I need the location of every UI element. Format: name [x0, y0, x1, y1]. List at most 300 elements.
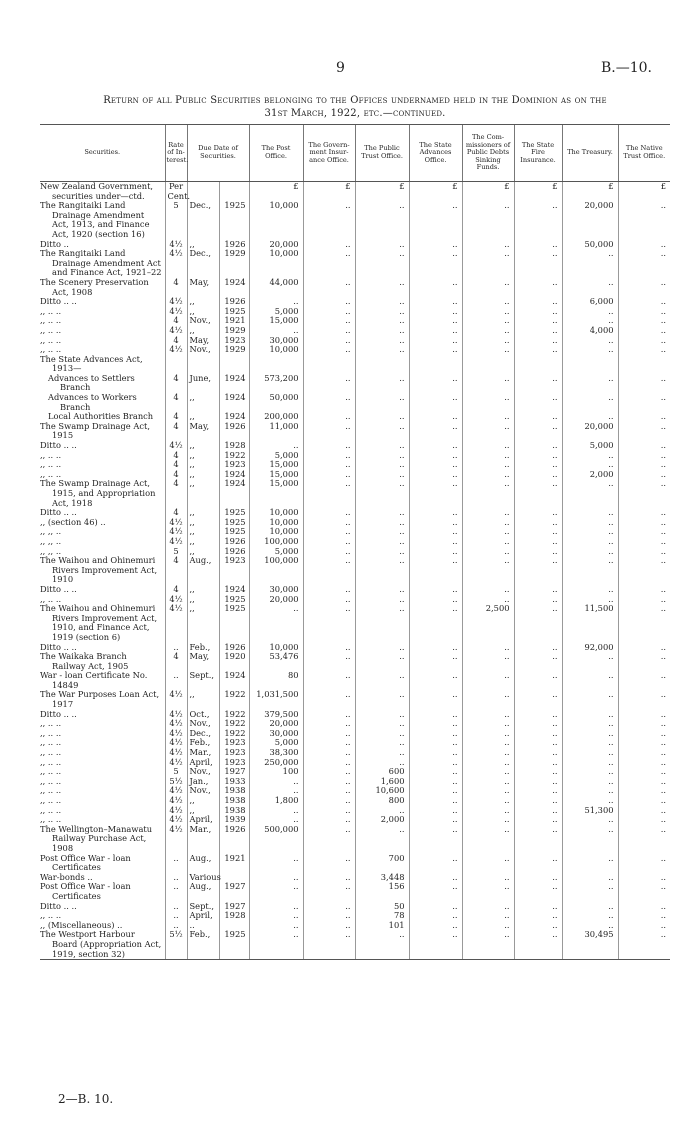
amount-cell: .. [303, 652, 355, 671]
amount-cell: .. [355, 460, 409, 470]
rate-cell: 4½ [165, 537, 187, 547]
amount-cell: .. [249, 873, 303, 883]
amount-cell: .. [303, 806, 355, 816]
amount-cell: 5,000 [249, 738, 303, 748]
amount-cell: .. [562, 537, 618, 547]
amount-cell: 600 [355, 767, 409, 777]
amount-cell: .. [618, 547, 670, 557]
amount-cell: .. [462, 902, 514, 912]
amount-cell: .. [462, 825, 514, 854]
rate-cell: 4½ [165, 719, 187, 729]
amount-cell: .. [355, 537, 409, 547]
amount-cell [514, 355, 562, 374]
amount-cell: .. [303, 902, 355, 912]
amount-cell: .. [514, 297, 562, 307]
security-name: The Swamp Drainage Act, 1915, and Appropriation Act, 1918 [40, 478, 156, 508]
table-row [40, 671, 670, 690]
due-month-cell: Mar., [187, 748, 219, 758]
amount-cell: .. [618, 854, 670, 873]
amount-cell: .. [462, 671, 514, 690]
amount-cell: .. [249, 815, 303, 825]
amount-cell: .. [462, 451, 514, 461]
amount-cell: .. [303, 316, 355, 326]
security-name: ,, .. .. [40, 449, 62, 460]
amount-cell: .. [618, 201, 670, 239]
amount-cell: .. [562, 595, 618, 605]
due-month-cell: May, [187, 422, 219, 441]
amount-cell: .. [409, 297, 462, 307]
amount-cell: .. [514, 422, 562, 441]
amount-cell: .. [562, 249, 618, 278]
amount-cell: 10,000 [249, 527, 303, 537]
table-row [40, 278, 670, 297]
rate-cell: 5½ [165, 777, 187, 787]
due-year-cell: 1926 [219, 547, 249, 557]
amount-cell: .. [618, 921, 670, 931]
amount-cell: .. [303, 671, 355, 690]
security-cell [40, 652, 165, 671]
security-name: The Rangitaiki Land Drainage Amendment Act, 1913, and Finance Act, 1920 (section 16) [40, 200, 150, 239]
amount-cell: .. [514, 806, 562, 816]
security-name: ,, .. .. [40, 727, 62, 738]
amount-cell: .. [303, 777, 355, 787]
amount-cell: 38,300 [249, 748, 303, 758]
rate-cell: 4½ [165, 786, 187, 796]
amount-cell: .. [462, 921, 514, 931]
due-year-cell: 1938 [219, 806, 249, 816]
rate-cell: 4½ [165, 297, 187, 307]
due-year-cell: 1921 [219, 854, 249, 873]
due-year-cell: 1925 [219, 307, 249, 317]
amount-cell: .. [514, 748, 562, 758]
amount-cell: 100,000 [249, 537, 303, 547]
due-month-cell: May, [187, 336, 219, 346]
due-year-cell: 1923 [219, 738, 249, 748]
amount-cell [249, 355, 303, 374]
amount-cell: .. [303, 307, 355, 317]
due-month-cell: Sept., [187, 902, 219, 912]
amount-cell: .. [303, 767, 355, 777]
security-cell [40, 882, 165, 901]
table-row [40, 719, 670, 729]
amount-cell: .. [409, 758, 462, 768]
due-month-cell: ,, [187, 796, 219, 806]
amount-cell: .. [462, 297, 514, 307]
amount-cell: 30,495 [562, 930, 618, 959]
amount-cell: .. [249, 902, 303, 912]
security-cell [40, 556, 165, 585]
amount-cell: .. [562, 854, 618, 873]
amount-cell: .. [618, 729, 670, 739]
security-name: Ditto .. [40, 238, 69, 249]
due-year-cell: 1924 [219, 671, 249, 690]
title-line-1: Return of all Public Securities belonging to the Offices undernamed held in the Dominion as on the [103, 95, 607, 106]
amount-cell: .. [462, 470, 514, 480]
due-year-cell: 1926 [219, 422, 249, 441]
due-year-cell: 1928 [219, 911, 249, 921]
security-name: Ditto .. .. [40, 583, 77, 594]
amount-cell: 800 [355, 796, 409, 806]
security-name: The Rangitaiki Land Drainage Amendment Act and Finance Act, 1921–22 [40, 248, 162, 278]
amount-cell: .. [409, 873, 462, 883]
rate-cell: 4½ [165, 240, 187, 250]
due-month-cell: ,, [187, 441, 219, 451]
amount-cell: .. [514, 547, 562, 557]
amount-cell: .. [303, 585, 355, 595]
rate-cell: 4½ [165, 738, 187, 748]
rate-cell: .. [165, 882, 187, 901]
table-row [40, 911, 670, 921]
amount-cell: .. [462, 738, 514, 748]
amount-cell: .. [514, 902, 562, 912]
amount-cell: .. [303, 326, 355, 336]
due-year-cell: 1925 [219, 595, 249, 605]
security-name: ,, .. .. [40, 344, 62, 355]
amount-cell: 156 [355, 882, 409, 901]
due-month-cell: April, [187, 911, 219, 921]
security-name: War - loan Certificate No. 14849 [40, 670, 148, 690]
due-year-cell: 1924 [219, 374, 249, 393]
rate-cell: 5½ [165, 930, 187, 959]
table-row [40, 825, 670, 854]
header-rate: Rate of In-terest. [165, 125, 187, 182]
amount-cell: .. [514, 671, 562, 690]
security-cell [40, 422, 165, 441]
due-month-cell: Feb., [187, 643, 219, 653]
amount-cell: .. [562, 710, 618, 720]
due-month-cell: Oct., [187, 710, 219, 720]
amount-cell: .. [562, 882, 618, 901]
table-row [40, 585, 670, 595]
amount-cell: .. [618, 249, 670, 278]
amount-cell: 50 [355, 902, 409, 912]
amount-cell: .. [514, 758, 562, 768]
amount-cell: .. [562, 316, 618, 326]
due-year-cell: 1926 [219, 643, 249, 653]
amount-cell: .. [409, 710, 462, 720]
amount-cell: .. [562, 307, 618, 317]
amount-cell: .. [462, 758, 514, 768]
page-footer: 2—B. 10. [58, 1092, 114, 1106]
amount-cell: 15,000 [249, 479, 303, 508]
rate-cell: 4 [165, 556, 187, 585]
amount-cell: .. [409, 547, 462, 557]
amount-cell: .. [303, 738, 355, 748]
amount-cell: .. [514, 374, 562, 393]
amount-cell: .. [514, 767, 562, 777]
security-name: The Westport Harbour Board (Appropriation Act, 1919, section 32) [40, 929, 162, 959]
amount-cell: 10,000 [249, 201, 303, 239]
amount-cell [618, 355, 670, 374]
amount-cell: .. [618, 758, 670, 768]
security-name: ,, .. .. [40, 718, 62, 729]
amount-cell: .. [462, 441, 514, 451]
table-row [40, 729, 670, 739]
amount-cell: .. [462, 911, 514, 921]
security-name: ,, .. .. [40, 785, 62, 796]
amount-cell: .. [303, 815, 355, 825]
amount-cell: .. [409, 479, 462, 508]
amount-cell: 2,000 [562, 470, 618, 480]
amount-cell: .. [462, 690, 514, 709]
due-month-cell: Aug., [187, 882, 219, 901]
amount-cell: .. [355, 643, 409, 653]
amount-cell: .. [562, 690, 618, 709]
amount-cell: .. [514, 930, 562, 959]
rate-cell: 4 [165, 412, 187, 422]
amount-cell: .. [355, 547, 409, 557]
amount-cell: .. [462, 345, 514, 355]
amount-cell: .. [303, 873, 355, 883]
amount-cell: £ [618, 182, 670, 202]
amount-cell: 30,000 [249, 585, 303, 595]
amount-cell: .. [409, 825, 462, 854]
header-post-office: The Post Office. [249, 125, 303, 182]
table-row [40, 460, 670, 470]
rate-cell: 4½ [165, 690, 187, 709]
amount-cell: .. [462, 336, 514, 346]
amount-cell: .. [618, 422, 670, 441]
amount-cell: .. [462, 777, 514, 787]
amount-cell: .. [303, 240, 355, 250]
amount-cell: .. [409, 441, 462, 451]
amount-cell: .. [618, 316, 670, 326]
table-row [40, 249, 670, 278]
amount-cell: .. [355, 556, 409, 585]
due-month-cell: Feb., [187, 930, 219, 959]
amount-cell: .. [462, 748, 514, 758]
amount-cell: .. [303, 710, 355, 720]
amount-cell: .. [409, 690, 462, 709]
security-name: ,, (Miscellaneous) .. [40, 919, 123, 930]
due-month-cell: Nov., [187, 719, 219, 729]
amount-cell: .. [409, 595, 462, 605]
amount-cell: 250,000 [249, 758, 303, 768]
amount-cell: .. [562, 777, 618, 787]
security-name: Local Authorities Branch [48, 411, 154, 422]
security-name: Ditto .. .. [40, 641, 77, 652]
amount-cell: .. [409, 345, 462, 355]
amount-cell: .. [618, 604, 670, 642]
amount-cell: .. [514, 441, 562, 451]
rate-cell: 5 [165, 767, 187, 777]
amount-cell: .. [562, 729, 618, 739]
due-year-cell: 1923 [219, 460, 249, 470]
amount-cell: .. [355, 412, 409, 422]
amount-cell: .. [514, 278, 562, 297]
table-body [40, 182, 670, 960]
security-name: ,, .. .. [40, 910, 62, 921]
rate-cell: 4½ [165, 345, 187, 355]
amount-cell: .. [303, 451, 355, 461]
amount-cell: .. [514, 470, 562, 480]
due-year-cell: 1925 [219, 518, 249, 528]
rate-cell: 4½ [165, 249, 187, 278]
amount-cell: 5,000 [562, 441, 618, 451]
amount-cell: £ [514, 182, 562, 202]
amount-cell: .. [303, 930, 355, 959]
due-month-cell: Aug., [187, 556, 219, 585]
amount-cell: .. [618, 902, 670, 912]
due-year-cell: 1923 [219, 758, 249, 768]
amount-cell: .. [618, 777, 670, 787]
rate-cell: 4½ [165, 518, 187, 528]
security-name: The Wellington–Manawatu Railway Purchase Act, 1908 [40, 823, 153, 853]
rate-cell: 4 [165, 316, 187, 326]
amount-cell: .. [249, 911, 303, 921]
amount-cell: .. [249, 786, 303, 796]
amount-cell: .. [462, 930, 514, 959]
amount-cell: .. [618, 643, 670, 653]
amount-cell: .. [303, 518, 355, 528]
amount-cell: .. [409, 930, 462, 959]
due-year-cell: 1938 [219, 796, 249, 806]
rate-cell: 4½ [165, 604, 187, 642]
amount-cell: .. [409, 249, 462, 278]
header-treasury: The Treasury. [562, 125, 618, 182]
amount-cell: .. [462, 796, 514, 806]
amount-cell: .. [462, 278, 514, 297]
due-year-cell: 1926 [219, 825, 249, 854]
due-month-cell: Nov., [187, 767, 219, 777]
amount-cell: .. [514, 796, 562, 806]
amount-cell: .. [618, 240, 670, 250]
amount-cell: 11,500 [562, 604, 618, 642]
amount-cell: 10,000 [249, 518, 303, 528]
amount-cell: 6,000 [562, 297, 618, 307]
amount-cell: 573,200 [249, 374, 303, 393]
security-cell [40, 374, 165, 393]
security-name: ,, .. .. [40, 468, 62, 479]
amount-cell: .. [514, 508, 562, 518]
security-name: The Waikaka Branch Railway Act, 1905 [40, 651, 129, 671]
amount-cell: 200,000 [249, 412, 303, 422]
due-year-cell: 1925 [219, 604, 249, 642]
due-month-cell: ,, [187, 604, 219, 642]
amount-cell: 80 [249, 671, 303, 690]
amount-cell: .. [249, 806, 303, 816]
amount-cell: £ [462, 182, 514, 202]
due-year-cell: 1924 [219, 470, 249, 480]
amount-cell: .. [303, 729, 355, 739]
amount-cell: .. [462, 556, 514, 585]
amount-cell: .. [355, 719, 409, 729]
amount-cell: .. [562, 547, 618, 557]
amount-cell: 78 [355, 911, 409, 921]
amount-cell: .. [514, 652, 562, 671]
due-month-cell: ,, [187, 518, 219, 528]
table-row [40, 451, 670, 461]
amount-cell: 30,000 [249, 729, 303, 739]
due-month-cell [187, 355, 219, 374]
amount-cell: .. [462, 249, 514, 278]
due-year-cell: 1926 [219, 537, 249, 547]
amount-cell: £ [409, 182, 462, 202]
amount-cell: .. [303, 336, 355, 346]
amount-cell: .. [355, 595, 409, 605]
amount-cell: .. [618, 412, 670, 422]
amount-cell: .. [514, 729, 562, 739]
amount-cell: .. [562, 278, 618, 297]
due-year-cell: 1923 [219, 748, 249, 758]
amount-cell: .. [249, 604, 303, 642]
amount-cell: .. [462, 854, 514, 873]
header-state-advances: The State Advances Office. [409, 125, 462, 182]
amount-cell: 44,000 [249, 278, 303, 297]
amount-cell: .. [618, 441, 670, 451]
amount-cell: .. [618, 710, 670, 720]
rate-cell: 4½ [165, 595, 187, 605]
amount-cell: .. [562, 719, 618, 729]
due-year-cell: 1927 [219, 767, 249, 777]
amount-cell: .. [618, 671, 670, 690]
amount-cell: 700 [355, 854, 409, 873]
security-cell [40, 278, 165, 297]
rate-cell: 4½ [165, 326, 187, 336]
securities-table [40, 124, 670, 960]
amount-cell: .. [355, 652, 409, 671]
amount-cell: .. [562, 652, 618, 671]
amount-cell: .. [409, 815, 462, 825]
amount-cell: £ [355, 182, 409, 202]
table-row [40, 316, 670, 326]
security-name: ,, .. .. [40, 804, 62, 815]
amount-cell: .. [462, 815, 514, 825]
amount-cell: .. [409, 326, 462, 336]
amount-cell: .. [618, 508, 670, 518]
table-row [40, 441, 670, 451]
amount-cell: .. [303, 556, 355, 585]
amount-cell: .. [409, 307, 462, 317]
amount-cell: .. [462, 422, 514, 441]
amount-cell: .. [514, 345, 562, 355]
due-year-cell: 1925 [219, 930, 249, 959]
rate-cell: 4 [165, 460, 187, 470]
amount-cell: .. [409, 336, 462, 346]
amount-cell: .. [514, 451, 562, 461]
due-month-cell: Mar., [187, 825, 219, 854]
title-line-2: 31st March, 1922, etc.—continued. [264, 108, 446, 119]
amount-cell: .. [409, 393, 462, 412]
table-row [40, 777, 670, 787]
amount-cell: £ [303, 182, 355, 202]
security-cell [40, 479, 165, 508]
rate-cell: .. [165, 671, 187, 690]
amount-cell: .. [303, 374, 355, 393]
amount-cell: 101 [355, 921, 409, 931]
amount-cell: .. [462, 374, 514, 393]
table-row [40, 652, 670, 671]
amount-cell: .. [355, 825, 409, 854]
amount-cell: .. [514, 738, 562, 748]
due-year-cell: 1924 [219, 412, 249, 422]
security-name: Advances to Workers Branch [48, 392, 137, 412]
security-cell [40, 825, 165, 854]
amount-cell: .. [303, 595, 355, 605]
amount-cell: 20,000 [562, 201, 618, 239]
amount-cell: .. [462, 393, 514, 412]
due-month-cell: ,, [187, 479, 219, 508]
security-name: Post Office War - loan Certificates [40, 852, 131, 873]
amount-cell: .. [355, 451, 409, 461]
table-row [40, 604, 670, 642]
due-month-cell: June, [187, 374, 219, 393]
security-cell [40, 604, 165, 642]
amount-cell: .. [303, 719, 355, 729]
amount-cell: 2,000 [355, 815, 409, 825]
amount-cell: 1,031,500 [249, 690, 303, 709]
amount-cell: .. [249, 777, 303, 787]
